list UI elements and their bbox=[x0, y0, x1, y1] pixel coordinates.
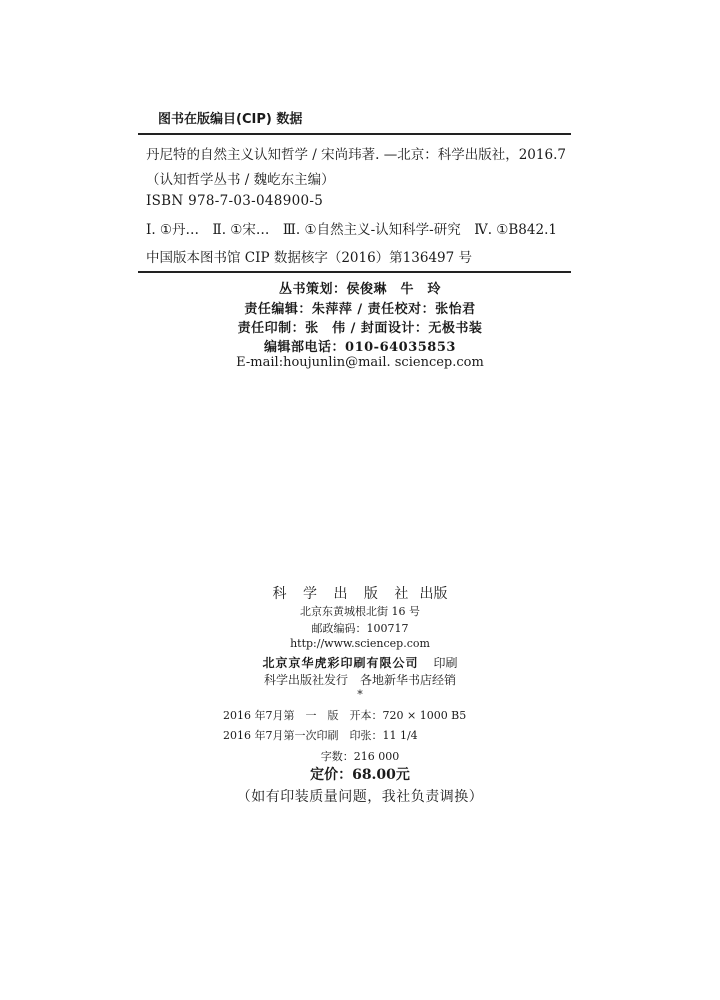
cip-record-number: 中国版本图书馆 CIP 数据核字（2016）第136497 号 bbox=[146, 250, 473, 266]
separator-asterisk: * bbox=[357, 688, 363, 701]
word-count: 字数：216 000 bbox=[320, 750, 400, 763]
editorial-phone: 编辑部电话：010-64035853 bbox=[264, 340, 456, 355]
cip-heading: 图书在版编目(CIP) 数据 bbox=[158, 112, 303, 127]
postcode: 邮政编码：100717 bbox=[311, 622, 409, 635]
printer-label: 印刷 bbox=[433, 656, 458, 670]
quality-notice: （如有印装质量问题，我社负责调换） bbox=[236, 789, 484, 805]
printing-and-cover-design: 责任印制：张 伟 / 封面设计：无极书装 bbox=[237, 321, 483, 336]
publisher-address: 北京东黄城根北街 16 号 bbox=[300, 605, 420, 618]
printer-name: 北京京华虎彩印刷有限公司 bbox=[262, 656, 419, 670]
cip-book-line: 丹尼特的自然主义认知哲学 / 宋尚玮著. —北京：科学出版社，2016.7 bbox=[146, 147, 566, 163]
series-planning: 丛书策划：侯俊琳 牛 玲 bbox=[278, 282, 441, 297]
publish-label: 出版 bbox=[419, 586, 448, 602]
responsible-editors: 责任编辑：朱萍萍 / 责任校对：张怡君 bbox=[244, 302, 476, 317]
edition-line: 2016 年7月第 一 版 开本：720 × 1000 B5 bbox=[223, 709, 467, 722]
cip-classification-line: Ⅰ. ①丹… Ⅱ. ①宋… Ⅲ. ①自然主义-认知科学-研究 Ⅳ. ①B842.1 bbox=[146, 222, 557, 238]
editorial-email: E-mail:houjunlin@mail. sciencep.com bbox=[236, 355, 484, 370]
publisher-name: 科 学 出 版 社 bbox=[272, 586, 415, 602]
cip-series-line: （认知哲学丛书 / 魏屹东主编） bbox=[146, 172, 335, 188]
distribution: 科学出版社发行 各地新华书店经销 bbox=[263, 673, 456, 687]
price-value: 68.00元 bbox=[352, 767, 410, 783]
price-line bbox=[0, 764, 720, 784]
printing-line: 2016 年7月第一次印刷 印张：11 1/4 bbox=[223, 729, 418, 742]
price-label: 定价： bbox=[310, 767, 353, 783]
cip-isbn-line: ISBN 978-7-03-048900-5 bbox=[146, 193, 324, 209]
website: http://www.sciencep.com bbox=[290, 637, 430, 650]
publisher-line bbox=[0, 583, 720, 603]
cip-top-rule bbox=[138, 133, 571, 135]
printer-line bbox=[0, 652, 720, 671]
cip-bottom-rule bbox=[138, 271, 571, 273]
